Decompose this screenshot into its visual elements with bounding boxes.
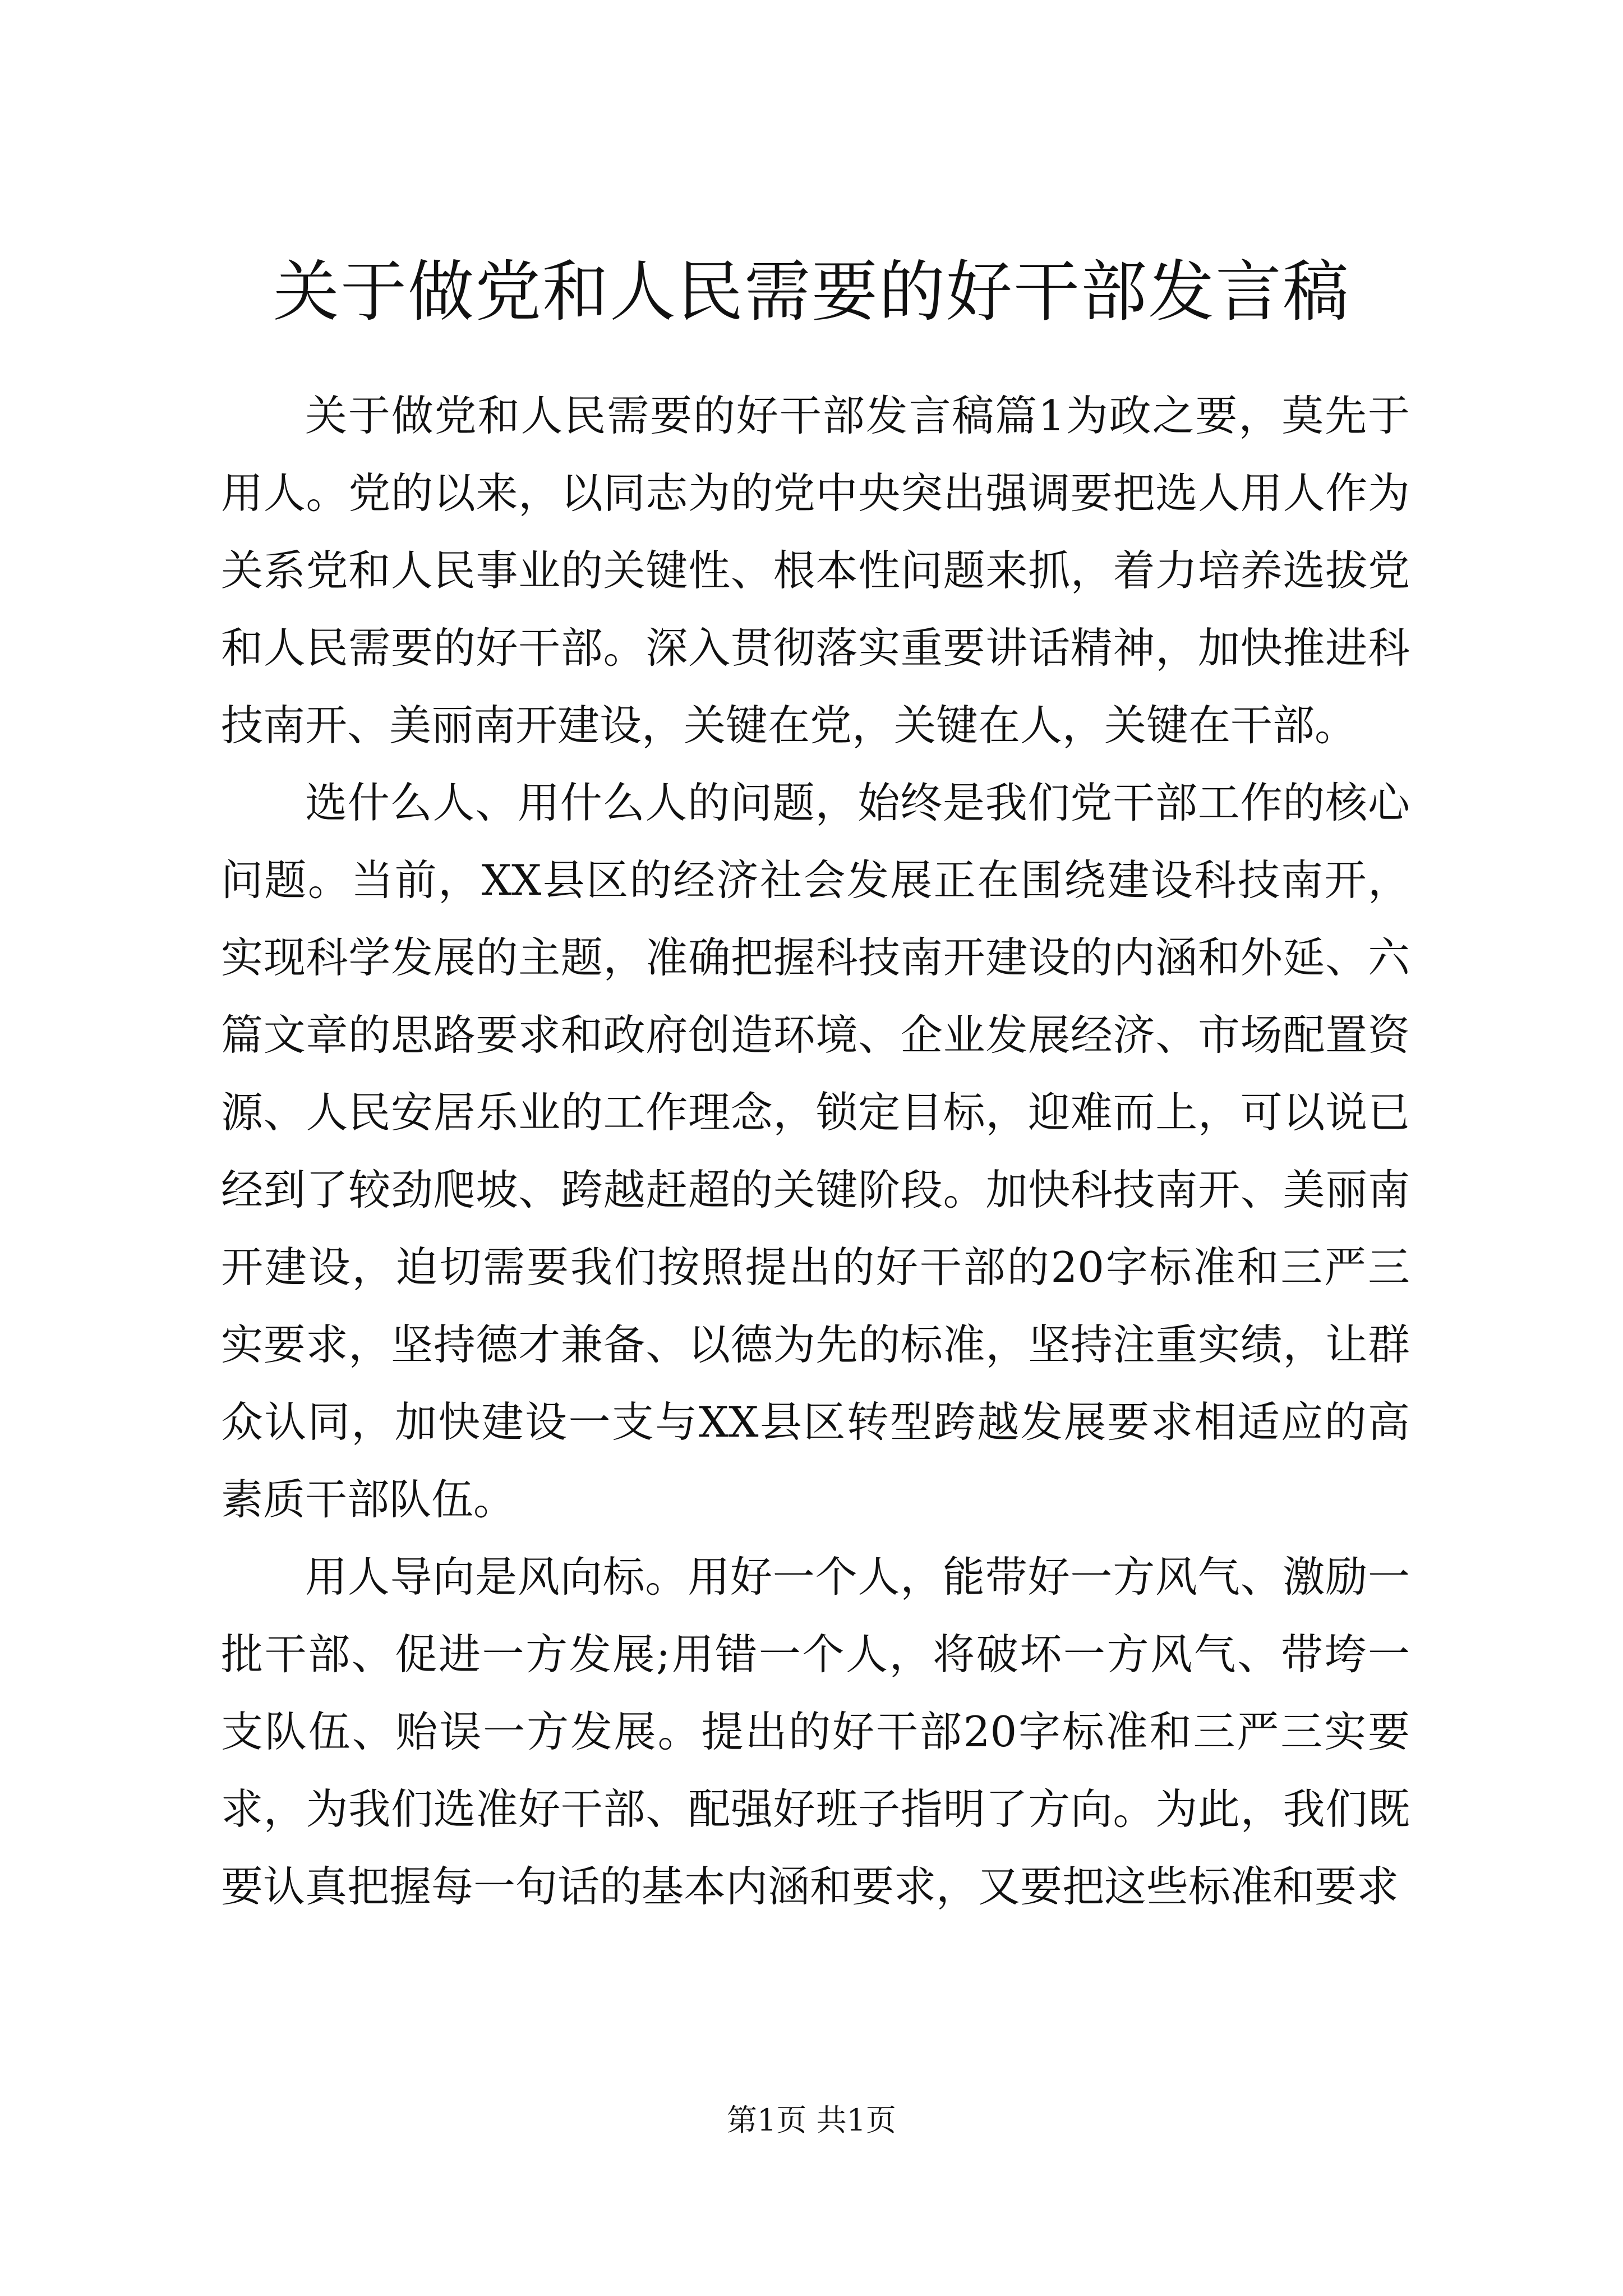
document-body <box>221 377 1410 1925</box>
paragraph-3: 用人导向是风向标。用好一个人，能带好一方风气、激励一批干部、促进一方发展;用错一个人，将破坏一方风气、带垮一支队伍、贻误一方发展。提出的好干部20字标准和三严三实要求，为我们选准好干部、配强好班子指明了方向。为此，我们既要认真把握每一句话的基本内涵和要求，又要把这些标准和要求 <box>221 1552 1410 1911</box>
document-title: 关于做党和人民需要的好干部发言稿 <box>273 253 1350 330</box>
page-footer: 第1页 共1页 <box>727 2102 896 2138</box>
paragraph-2: 选什么人、用什么人的问题，始终是我们党干部工作的核心问题。当前，XX县区的经济社会发展正在围绕建设科技南开，实现科学发展的主题，准确把握科技南开建设的内涵和外延、六篇文章的思路要求和政府创造环境、企业发展经济、市场配置资源、人民安居乐业的工作理念，锁定目标，迎难而上，可以说已经到了较劲爬坡、跨越赶超的关键阶段。加快科技南开、美丽南开建设，迫切需要我们按照提出的好干部的20字标准和三严三实要求，坚持德才兼备、以德为先的标准，坚持注重实绩，让群众认同，加快建设一支与XX县区转型跨越发展要求相适应的高素质干部队伍。 <box>221 778 1410 1524</box>
paragraph-1: 关于做党和人民需要的好干部发言稿篇1为政之要，莫先于用人。党的以来，以同志为的党中央突出强调要把选人用人作为关系党和人民事业的关键性、根本性问题来抓，着力培养选拔党和人民需要的好干部。深入贯彻落实重要讲话精神，加快推进科技南开、美丽南开建设，关键在党，关键在人，关键在干部。 <box>221 391 1410 750</box>
